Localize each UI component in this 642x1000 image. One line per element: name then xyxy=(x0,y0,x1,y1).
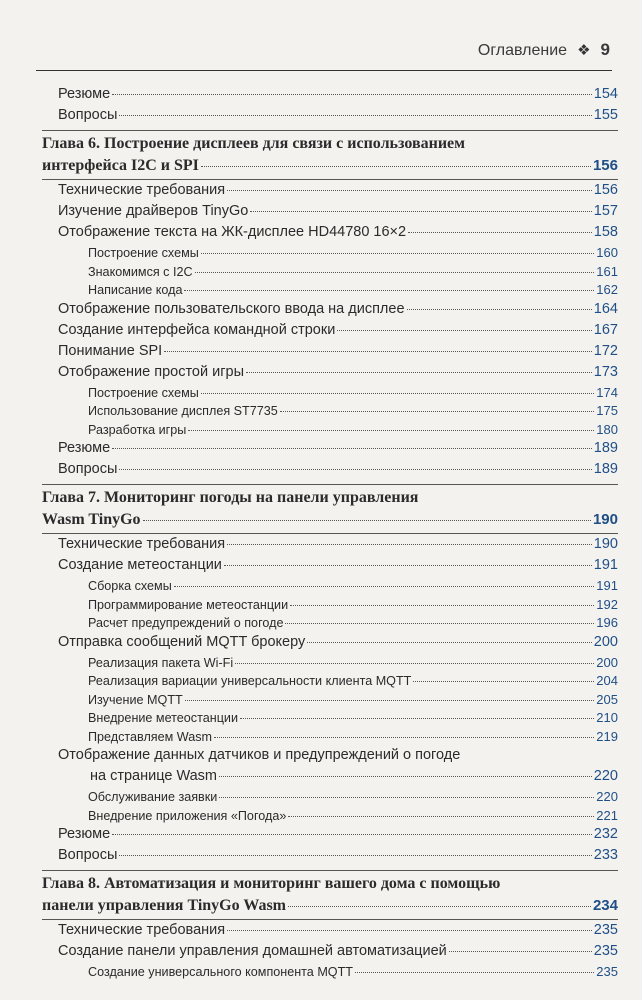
chapter-title-line1: Глава 7. Мониторинг погоды на панели управления xyxy=(42,489,419,506)
toc-entry-page[interactable]: 189 xyxy=(593,440,618,456)
toc-entry-title: на странице Wasm xyxy=(90,768,218,784)
toc-entry-page[interactable]: 232 xyxy=(593,826,618,842)
toc-entry-title: Создание панели управления домашней автоматизацией xyxy=(58,943,447,959)
toc-entry-page[interactable]: 157 xyxy=(593,203,618,219)
toc-entry-page[interactable]: 221 xyxy=(596,807,618,823)
toc-subentry[interactable] xyxy=(42,282,618,301)
toc-entry-title: Программирование метеостанции xyxy=(88,597,289,612)
toc-subentry[interactable] xyxy=(42,655,618,674)
leader-dots xyxy=(143,520,591,521)
toc-subentry[interactable] xyxy=(42,403,618,422)
toc-entry[interactable] xyxy=(42,301,618,322)
leader-dots xyxy=(201,253,595,254)
leader-dots xyxy=(195,272,595,273)
toc-entry-title: Использование дисплея ST7735 xyxy=(88,404,278,418)
toc-entry-title: Построение схемы xyxy=(88,246,199,260)
toc-entry-page[interactable]: 233 xyxy=(593,847,618,863)
toc-entry-title: Вопросы xyxy=(58,107,118,123)
toc-entry-page[interactable]: 220 xyxy=(593,768,618,784)
header-rule xyxy=(36,70,612,71)
toc-entry-page[interactable]: 156 xyxy=(593,182,618,198)
toc-entry-title: Представляем Wasm xyxy=(88,729,212,744)
running-head-section: Оглавление xyxy=(477,42,568,59)
leader-dots xyxy=(408,232,592,233)
toc-entry-title: Создание интерфейса командной строки xyxy=(58,321,336,338)
toc-entry-line1: Отображение данных датчиков и предупреждений о погоде xyxy=(58,747,461,763)
leader-dots xyxy=(119,469,591,470)
toc-entry-title: Сборка схемы xyxy=(88,579,172,593)
leader-dots xyxy=(224,565,592,566)
toc-entry-page[interactable]: 162 xyxy=(596,282,618,297)
toc-entry[interactable] xyxy=(42,107,618,128)
toc-entry[interactable] xyxy=(42,922,618,943)
toc-entry-page[interactable]: 191 xyxy=(593,557,618,573)
toc-entry-title: Создание универсального компонента MQTT xyxy=(88,965,353,979)
toc-entry-title: Технические требования xyxy=(58,922,226,938)
chapter-title-line2: интерфейса I2C и SPI xyxy=(42,157,199,174)
toc-entry[interactable] xyxy=(42,536,618,557)
toc-entry-page[interactable]: 173 xyxy=(593,363,618,380)
chapter-divider xyxy=(42,919,618,920)
chapter-title-line1: Глава 8. Автоматизация и мониторинг вашего дома с помощью xyxy=(42,875,501,892)
toc-entry-page[interactable]: 155 xyxy=(593,107,618,123)
toc-entry-title: Отображение текста на ЖК-дисплее HD44780 16×2 xyxy=(58,224,407,240)
toc-entry-page[interactable]: 235 xyxy=(593,943,618,959)
leader-dots xyxy=(201,166,591,167)
leader-dots xyxy=(227,930,592,931)
toc-entry-title: Изучение драйверов TinyGo xyxy=(58,203,249,219)
leader-dots xyxy=(413,681,594,682)
leader-dots xyxy=(219,797,594,798)
toc-subentry[interactable] xyxy=(42,692,618,711)
leader-dots xyxy=(288,906,591,907)
leader-dots xyxy=(185,700,595,701)
toc-entry[interactable] xyxy=(42,826,618,847)
leader-dots xyxy=(214,737,594,738)
toc-entry-page[interactable]: 154 xyxy=(593,86,618,102)
chapter-title-line2: панели управления TinyGo Wasm xyxy=(42,897,287,914)
toc-subentry[interactable] xyxy=(42,710,618,729)
toc-entry-page[interactable]: 189 xyxy=(593,461,618,477)
toc-subentry[interactable] xyxy=(42,422,618,441)
toc-entry-page[interactable]: 196 xyxy=(596,615,618,630)
toc-subentry[interactable] xyxy=(42,245,618,264)
toc-entry-title: Обслуживание заявки xyxy=(88,790,218,804)
page-number: 9 xyxy=(600,40,610,59)
toc-entry[interactable] xyxy=(42,440,618,461)
leader-dots xyxy=(227,190,592,191)
leader-dots xyxy=(119,115,591,116)
leader-dots xyxy=(227,544,592,545)
leader-dots xyxy=(337,330,591,331)
toc-entry-page[interactable]: 220 xyxy=(596,789,618,804)
chapter-divider xyxy=(42,484,618,485)
toc-subentry[interactable] xyxy=(42,964,618,983)
toc-entry-page[interactable]: 192 xyxy=(596,596,618,612)
leader-dots xyxy=(164,351,592,352)
toc-entry-title: Технические требования xyxy=(58,182,226,198)
toc-entry-page[interactable]: 204 xyxy=(596,673,618,688)
toc-entry-title: Понимание SPI xyxy=(58,342,163,359)
chapter-divider xyxy=(42,870,618,871)
toc-entry-title: Технические требования xyxy=(58,536,226,552)
leader-dots xyxy=(240,718,594,719)
leader-dots xyxy=(112,94,592,95)
chapter-heading-6[interactable] xyxy=(42,133,618,177)
toc-entry-title: Отображение пользовательского ввода на дисплее xyxy=(58,300,405,317)
toc-entry-page[interactable]: 160 xyxy=(596,245,618,260)
toc-entry-page[interactable]: 200 xyxy=(596,654,618,670)
toc-subentry[interactable] xyxy=(42,673,618,692)
leader-dots xyxy=(407,309,592,310)
toc-entry[interactable] xyxy=(42,182,618,203)
toc-entry-page[interactable]: 191 xyxy=(596,578,618,593)
chapter-page[interactable]: 156 xyxy=(592,157,618,174)
leader-dots xyxy=(235,663,594,664)
leader-dots xyxy=(290,605,594,606)
toc-entry-page[interactable]: 172 xyxy=(593,342,618,359)
toc-subentry[interactable] xyxy=(42,597,618,616)
toc-subentry[interactable] xyxy=(42,385,618,404)
toc-subentry[interactable] xyxy=(42,578,618,597)
leader-dots xyxy=(449,951,592,952)
leader-dots xyxy=(250,211,591,212)
toc-entry-title: Резюме xyxy=(58,440,111,456)
leader-dots xyxy=(201,393,595,394)
leader-dots xyxy=(188,430,594,431)
toc-entry-title: Вопросы xyxy=(58,847,118,863)
table-of-contents xyxy=(42,86,618,983)
toc-entry[interactable] xyxy=(42,86,618,107)
toc-subentry[interactable] xyxy=(42,808,618,827)
leader-dots xyxy=(285,623,594,624)
chapter-title-line1: Глава 6. Построение дисплеев для связи с использованием xyxy=(42,135,466,152)
toc-entry[interactable] xyxy=(42,634,618,655)
toc-entry-title: Отправка сообщений MQTT брокеру xyxy=(58,633,306,650)
toc-entry[interactable] xyxy=(42,943,618,964)
toc-entry-title: Знакомимся с I2C xyxy=(88,264,193,279)
toc-subentry[interactable] xyxy=(42,789,618,808)
leader-dots xyxy=(184,290,594,291)
leader-dots xyxy=(119,855,591,856)
leader-dots xyxy=(174,586,595,587)
toc-entry-title: Разработка игры xyxy=(88,422,187,437)
leader-dots xyxy=(246,372,592,373)
toc-entry-title: Создание метеостанции xyxy=(58,557,222,573)
chapter-title-line2: Wasm TinyGo xyxy=(42,511,141,528)
toc-entry-title: Отображение простой игры xyxy=(58,363,244,380)
toc-entry-page[interactable]: 235 xyxy=(596,964,618,979)
toc-subentry[interactable] xyxy=(42,729,618,748)
toc-entry[interactable] xyxy=(42,847,618,868)
toc-entry-title: Расчет предупреждений о погоде xyxy=(88,616,284,630)
toc-entry-page[interactable]: 164 xyxy=(593,300,618,317)
toc-entry-page[interactable]: 190 xyxy=(593,536,618,552)
toc-entry-page[interactable]: 180 xyxy=(596,421,618,437)
toc-entry[interactable] xyxy=(42,203,618,224)
toc-entry-title: Резюме xyxy=(58,826,111,842)
toc-entry[interactable] xyxy=(42,557,618,578)
toc-entry-title: Реализация пакета Wi-Fi xyxy=(88,655,234,670)
toc-entry-page[interactable]: 161 xyxy=(596,263,618,279)
chapter-heading-7[interactable] xyxy=(42,487,618,531)
toc-subentry[interactable] xyxy=(42,615,618,634)
toc-entry[interactable] xyxy=(42,461,618,482)
leader-dots xyxy=(288,816,594,817)
toc-entry-page[interactable]: 175 xyxy=(596,403,618,418)
toc-entry-title: Изучение MQTT xyxy=(88,692,183,707)
toc-entry[interactable] xyxy=(42,343,618,364)
toc-entry-page[interactable]: 235 xyxy=(593,922,618,938)
toc-entry[interactable] xyxy=(42,364,618,385)
toc-entry-page[interactable]: 174 xyxy=(596,384,618,400)
chapter-divider xyxy=(42,533,618,534)
toc-entry-title: Построение схемы xyxy=(88,385,199,400)
leader-dots xyxy=(280,411,595,412)
toc-entry-page[interactable]: 167 xyxy=(593,321,618,338)
chapter-divider xyxy=(42,179,618,180)
toc-entry-title: Реализация вариации универсальности клиента MQTT xyxy=(88,674,412,688)
toc-entry-title: Резюме xyxy=(58,86,111,102)
toc-entry-page[interactable]: 200 xyxy=(593,633,618,650)
toc-entry[interactable] xyxy=(42,224,618,245)
chapter-divider xyxy=(42,130,618,131)
toc-entry-title: Внедрение приложения «Погода» xyxy=(88,808,287,823)
chapter-page[interactable]: 190 xyxy=(592,511,618,528)
leader-dots xyxy=(219,776,592,777)
toc-entry-page[interactable]: 205 xyxy=(596,691,618,707)
running-head xyxy=(0,40,610,60)
toc-subentry[interactable] xyxy=(42,264,618,283)
toc-entry-title: Написание кода xyxy=(88,283,183,297)
toc-entry-page[interactable]: 158 xyxy=(593,224,618,240)
chapter-heading-8[interactable] xyxy=(42,873,618,917)
leader-dots xyxy=(307,642,592,643)
leader-dots xyxy=(112,834,592,835)
toc-entry-title: Вопросы xyxy=(58,461,118,477)
toc-entry[interactable] xyxy=(42,322,618,343)
toc-entry-page[interactable]: 210 xyxy=(596,710,618,725)
leader-dots xyxy=(112,448,592,449)
ornament-icon: ❖ xyxy=(577,42,591,59)
toc-entry-page[interactable]: 219 xyxy=(596,728,618,744)
leader-dots xyxy=(355,972,594,973)
toc-entry-title: Внедрение метеостанции xyxy=(88,711,238,725)
toc-entry[interactable] xyxy=(42,768,618,789)
chapter-page[interactable]: 234 xyxy=(592,897,618,914)
